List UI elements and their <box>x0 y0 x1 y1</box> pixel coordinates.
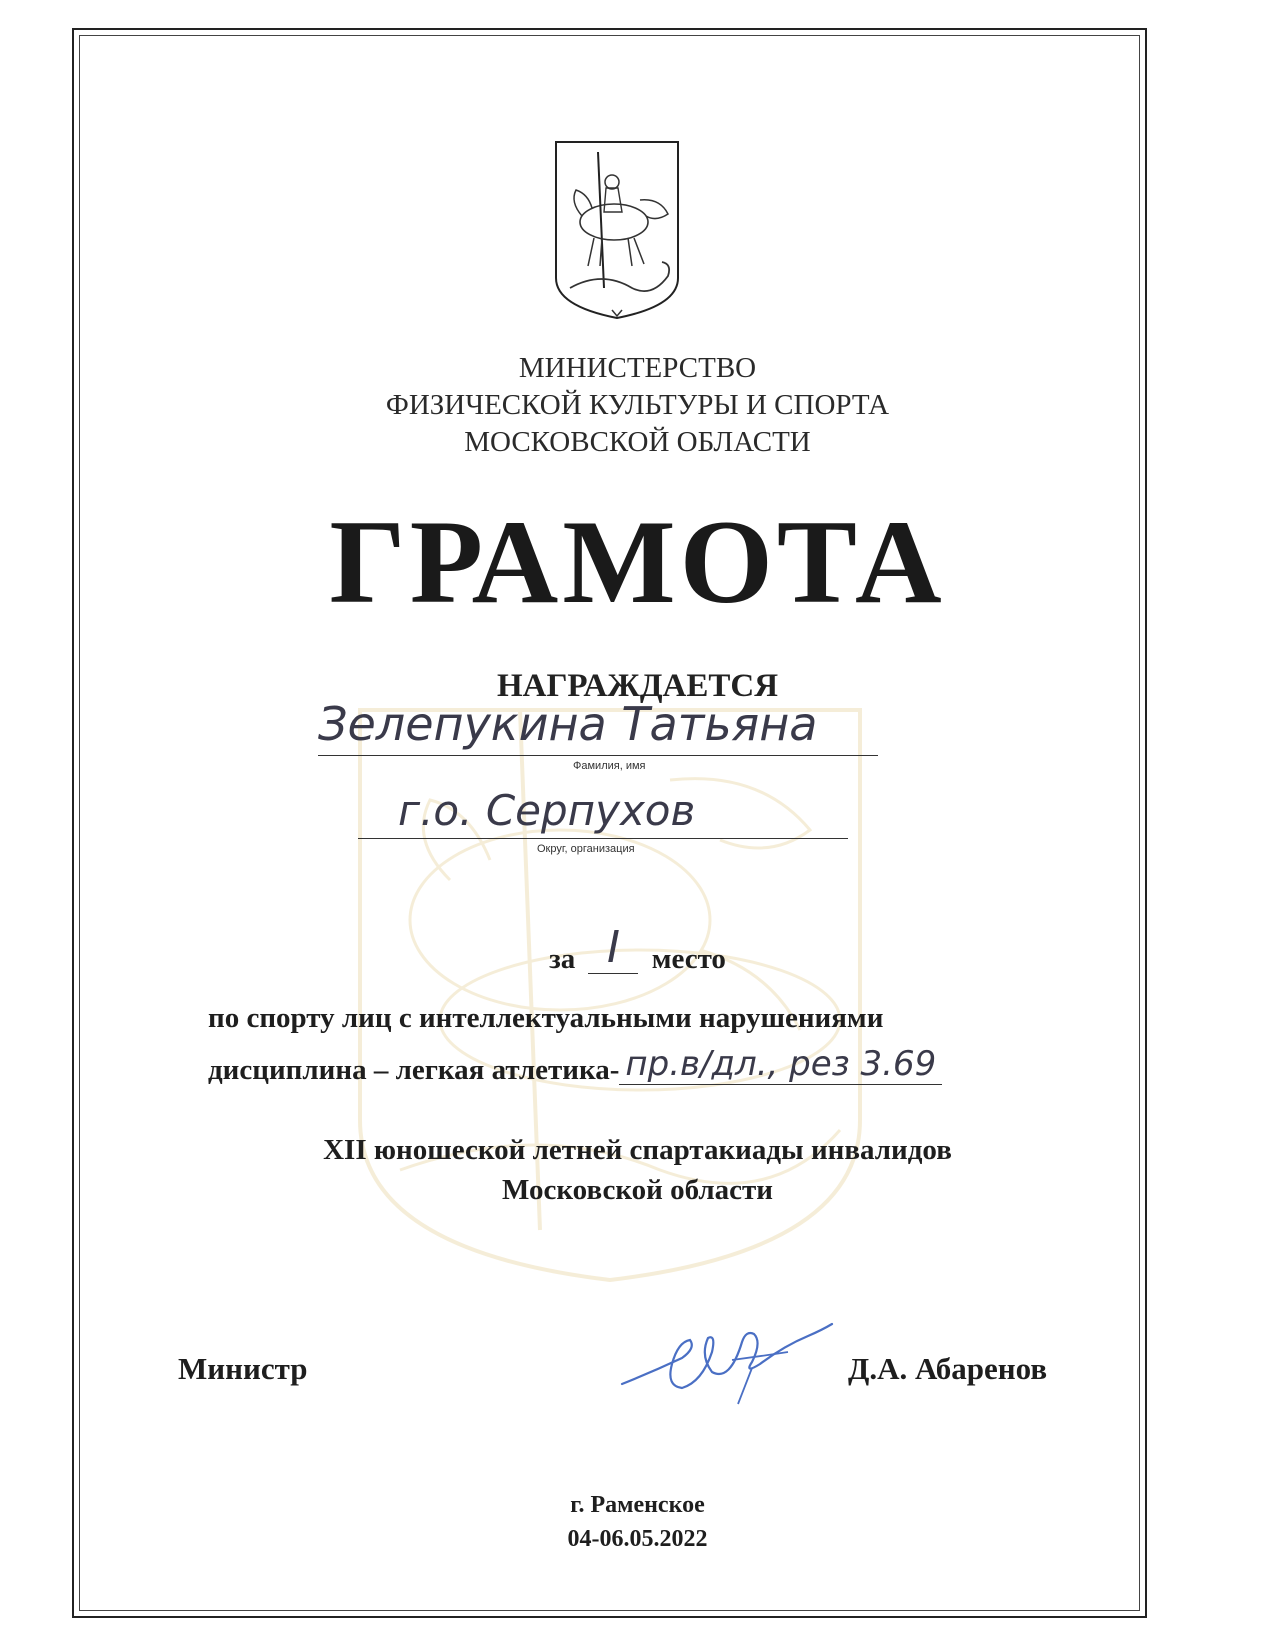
sport-line: по спорту лиц с интеллектуальными нарушениями <box>208 1002 884 1034</box>
discipline-row <box>208 1044 942 1089</box>
place-suffix: место <box>651 943 726 975</box>
event-line-2: Московской области <box>501 1174 773 1206</box>
signature-image <box>612 1312 842 1412</box>
place-row <box>0 922 1275 980</box>
footer <box>0 1488 1275 1556</box>
footer-place: г. Раменское <box>570 1492 705 1518</box>
ministry-line-1: МИНИСТЕРСТВО <box>518 352 757 384</box>
event-title <box>0 1130 1275 1210</box>
place-prefix: за <box>549 943 576 975</box>
discipline-label: дисциплина – легкая атлетика- <box>208 1054 620 1086</box>
signatory-position: Министр <box>178 1351 308 1386</box>
organization-caption: Округ, организация <box>537 843 635 855</box>
awarded-heading: НАГРАЖДАЕТСЯ <box>496 668 779 704</box>
signatory-name: Д.А. Абаренов <box>848 1351 1048 1386</box>
footer-dates: 04-06.05.2022 <box>567 1526 708 1552</box>
organization-underline <box>358 838 848 839</box>
document-title: ГРАМОТА <box>329 495 946 628</box>
ministry-line-2: ФИЗИЧЕСКОЙ КУЛЬТУРЫ И СПОРТА <box>385 389 890 421</box>
name-caption: Фамилия, имя <box>573 760 646 772</box>
ministry-line-3: МОСКОВСКОЙ ОБЛАСТИ <box>464 426 811 458</box>
place-value: I <box>588 922 638 974</box>
coat-of-arms-emblem <box>552 138 682 322</box>
discipline-result: пр.в/дл., рез 3.69 <box>619 1044 942 1085</box>
ministry-header <box>0 350 1275 461</box>
recipient-name: Зелепукина Татьяна <box>318 697 818 751</box>
event-line-1: XII юношеской летней спартакиады инвалидов <box>323 1134 952 1166</box>
name-underline <box>318 755 878 756</box>
recipient-organization: г.о. Серпухов <box>398 786 696 835</box>
